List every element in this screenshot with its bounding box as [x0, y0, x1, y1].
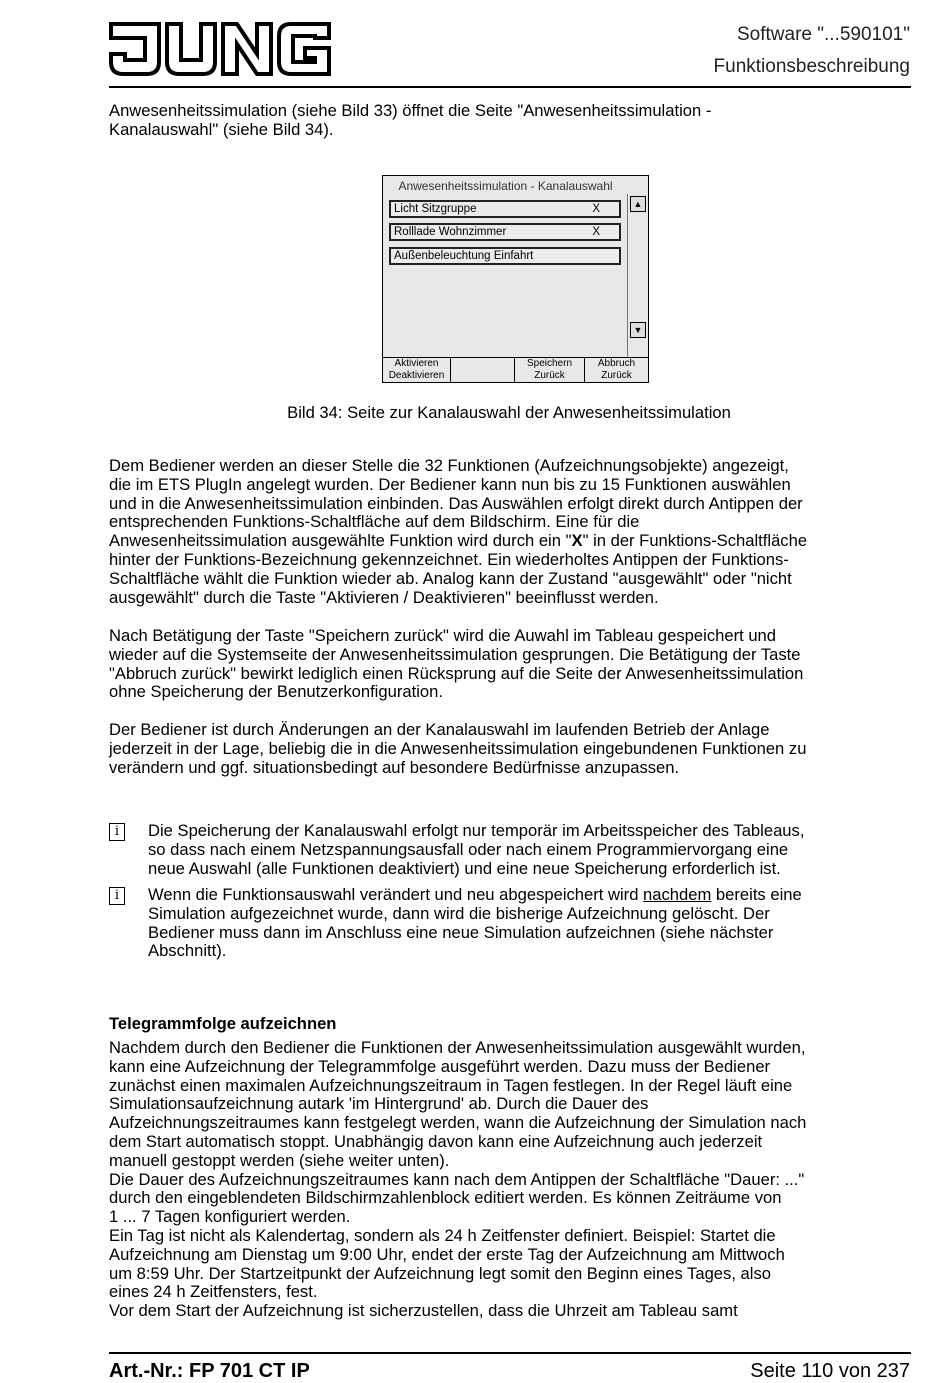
selected-x-symbol: X [571, 531, 583, 551]
paragraph-save: Nach Betätigung der Taste "Speichern zurück" wird die Auwahl im Tableau gespeichert und wieder auf die Systemseite der Anwesenheitssimulation gesprungen. Die Betätigung der Taste "Abbruch zurück" bewirkt lediglich einen Rücksprung auf die Seite der Anwesenheitssimulation ohne Speicherung der Benutzerkonfiguration. [109, 626, 804, 702]
note-temporary-storage: Die Speicherung der Kanalauswahl erfolgt nur temporär im Arbeitsspeicher des Tableaus, so dass nach einem Netzspannungsausfall oder nach einem Programmiervorgang eine neue Auswahl (alle Funktionen deaktiviert) und eine neue Speicherung erforderlich ist. [148, 821, 805, 878]
scroll-up-icon[interactable]: ▲ [630, 196, 646, 212]
note-part1: Wenn die Funktionsauswahl verändert und neu abgespeichert wird [148, 885, 644, 904]
section-body: Nachdem durch den Bediener die Funktionen der Anwesenheitssimulation ausgewählt wurden, kann eine Aufzeichnung der Telegrammfolge ausgeführt werden. Dazu muss der Bediener zunächst einen maximalen Aufzeichnungszeitraum in Tagen festlegen. In der Regel läuft eine Simulationsaufzeichnung autark 'im Hintergrund' ab. Durch die Dauer des Aufzeichnungszeitraumes kann festgelegt werden, wann die Aufzeichnung der Simulation nach dem Start automatisch stoppt. Unabhängig davon kann eine Aufzeichnung auch jederzeit manuell gestoppt werden (siehe weiter unten). Die Dauer des Aufzeichnungszeitraumes kann nach dem Antippen der Schaltfläche "Dauer: ..." durch den eingeblendeten Bildschirmzahlenblock editiert werden. Es können Zeiträume von 1 ... 7 Tagen konfiguriert werden. Ein Tag ist nicht als Kalendertag, sondern als 24 h Zeitfenster definiert. Beispiel: Startet die Aufzeichnung am Dienstag um 9:00 Uhr, endet der erste Tag der Aufzeichnung am Mittwoch um 8:59 Uhr. Der Startzeitpunkt der Aufzeichnung legt somit den Beginn eines Tages, also eines 24 h Zeitfensters, fest. Vor dem Start der Aufzeichnung ist sicherzustellen, dass die Uhrzeit am Tableau samt [109, 1038, 807, 1321]
header-subtitle: Funktionsbeschreibung [713, 56, 910, 77]
channel-selection-screen [382, 175, 649, 383]
article-number: Art.-Nr.: FP 701 CT IP [109, 1360, 310, 1382]
page-number: Seite 110 von 237 [750, 1360, 910, 1382]
channel-selected-mark: X [592, 203, 600, 215]
channel-item-label: Licht Sitzgruppe [394, 203, 477, 215]
note-emphasis: nachdem [643, 885, 712, 904]
cancel-back-button[interactable]: Abbruch Zurück [597, 358, 636, 381]
activate-deactivate-button[interactable]: Aktivieren Deaktivieren [383, 358, 451, 382]
channel-item-label: Außenbeleuchtung Einfahrt [394, 250, 534, 262]
channel-item[interactable] [389, 223, 621, 241]
channel-item[interactable] [389, 200, 621, 218]
screen-button-bar [383, 357, 648, 382]
footer-rule [109, 1352, 911, 1354]
header-software-title: Software "...590101" [737, 24, 910, 45]
paragraph-functions-part2: " in der Funktions-Schaltfläche hinter der Funktions-Bezeichnung gekennzeichnet. Ein wiederholtes Antippen der Funktions- Schaltfläche wählt die Funktion wieder ab. Analog kann der Zustand "ausgewählt" oder "nicht ausgewählt" durch die Taste "Aktivieren / Deaktivieren" beeinflusst werden. [109, 531, 808, 607]
screen-title: Anwesenheitssimulation - Kanalauswahl [398, 179, 613, 193]
note-recording-deleted [148, 886, 908, 961]
save-back-button[interactable]: Speichern Zurück [515, 358, 585, 382]
note-part2: bereits eine Simulation aufgezeichnet wurde, dann wird die bisherige Aufzeichnung gelöscht. Der Bediener muss dann im Anschluss eine neue Simulation aufzeichnen (siehe nächster Abschnitt). [148, 885, 802, 961]
empty-button[interactable] [451, 358, 515, 382]
info-icon: i [109, 823, 125, 841]
scroll-down-icon[interactable]: ▼ [630, 322, 646, 338]
jung-logo [109, 22, 331, 76]
header-rule [109, 86, 911, 88]
channel-item-label: Rolllade Wohnzimmer [394, 226, 507, 238]
channel-selected-mark: X [592, 226, 600, 238]
channel-item[interactable] [389, 247, 621, 265]
section-heading: Telegrammfolge aufzeichnen [109, 1014, 337, 1033]
figure-caption: Bild 34: Seite zur Kanalauswahl der Anwesenheitssimulation [287, 403, 731, 422]
info-icon: i [109, 887, 125, 905]
paragraph-functions-part1: Dem Bediener werden an dieser Stelle die 32 Funktionen (Aufzeichnungsobjekte) angezeigt, die im ETS PlugIn angelegt wurden. Der Bediener kann nun bis zu 15 Funktionen auswählen und in die Anwesenheitssimulation einbinden. Das Auswählen erfolgt direkt durch Antippen der entsprechenden Funktions-Schaltfläche auf dem Bildschirm. Eine für die Anwesenheitssimulation ausgewählte Funktion wird durch ein " [109, 456, 803, 551]
intro-paragraph: Anwesenheitssimulation (siehe Bild 33) öffnet die Seite "Anwesenheitssimulation - Kanalauswahl" (siehe Bild 34). [109, 101, 712, 139]
paragraph-runtime-changes: Der Bediener ist durch Änderungen an der Kanalauswahl im laufenden Betrieb der Anlage jederzeit in der Lage, beliebig die in die Anwesenheitssimulation eingebundenen Funktionen zu verändern und ggf. situationsbedingt auf besondere Bedürfnisse anzupassen. [109, 720, 807, 777]
scrollbar[interactable] [627, 194, 647, 360]
paragraph-functions [109, 457, 909, 607]
